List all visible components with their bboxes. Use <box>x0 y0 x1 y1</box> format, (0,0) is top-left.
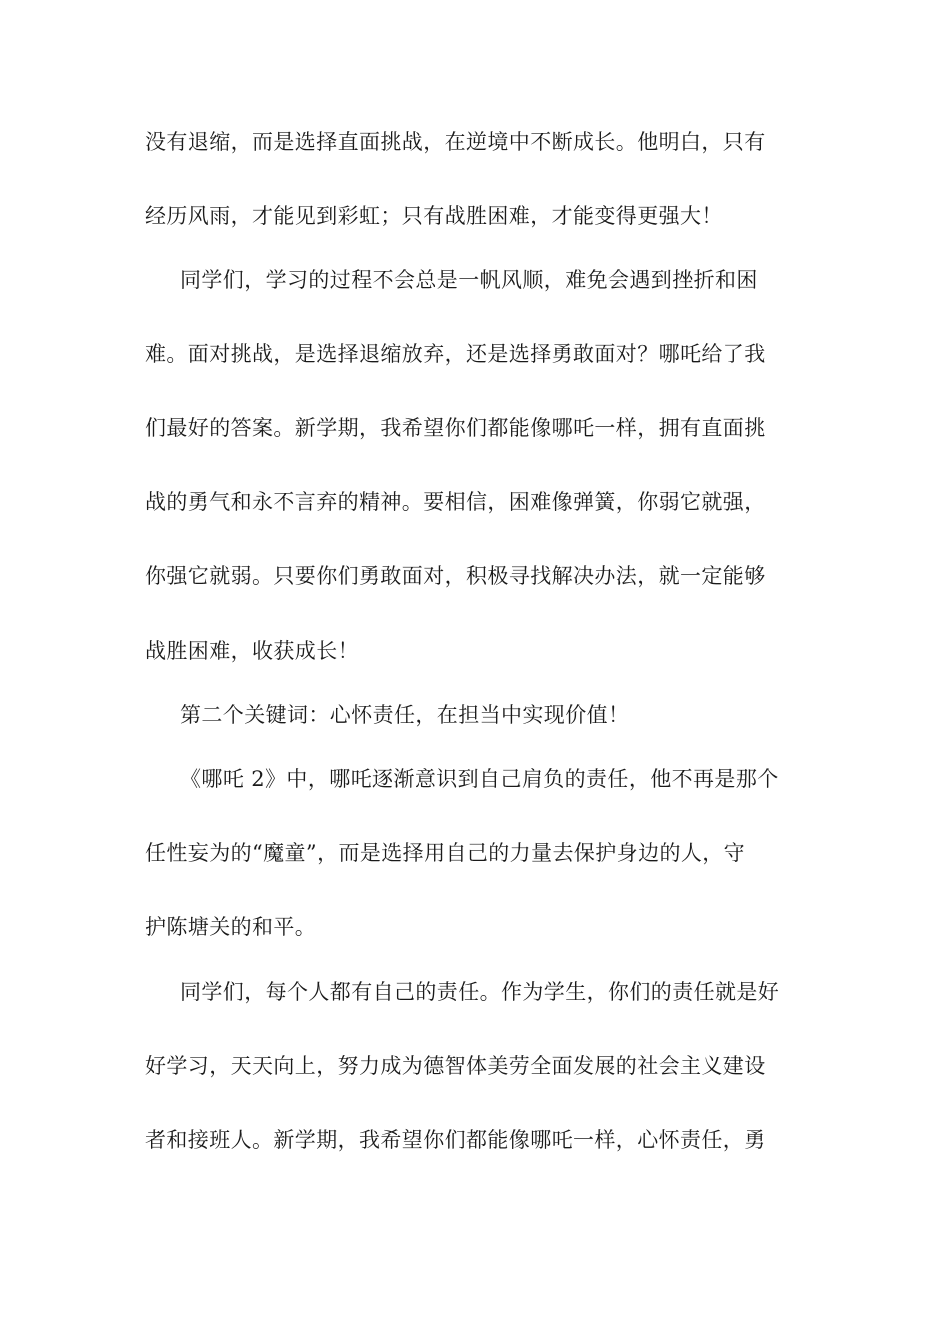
paragraph-line: 任性妄为的“魔童”，而是选择用自己的力量去保护身边的人，守 <box>145 841 746 865</box>
section-heading: 第二个关键词：心怀责任，在担当中实现价值！ <box>180 703 630 727</box>
paragraph-line: 你强它就弱。只要你们勇敢面对，积极寻找解决办法，就一定能够 <box>145 564 766 588</box>
paragraph-line: 战胜困难，收获成长！ <box>145 639 359 663</box>
paragraph-line: 《哪吒 2》中，哪吒逐渐意识到自己肩负的责任，他不再是那个 <box>180 767 779 791</box>
paragraph-line: 没有退缩，而是选择直面挑战，在逆境中不断成长。他明白，只有 <box>145 130 766 154</box>
paragraph-line: 同学们，学习的过程不会总是一帆风顺，难免会遇到挫折和困 <box>180 268 758 292</box>
paragraph-line: 护陈塘关的和平。 <box>145 915 317 939</box>
paragraph-line: 们最好的答案。新学期，我希望你们都能像哪吒一样，拥有直面挑 <box>145 416 766 440</box>
paragraph-line: 好学习，天天向上，努力成为德智体美劳全面发展的社会主义建设 <box>145 1054 766 1078</box>
paragraph-line: 难。面对挑战，是选择退缩放弃，还是选择勇敢面对？哪吒给了我 <box>145 342 766 366</box>
paragraph-line: 同学们，每个人都有自己的责任。作为学生，你们的责任就是好 <box>180 980 780 1004</box>
paragraph-line: 经历风雨，才能见到彩虹；只有战胜困难，才能变得更强大！ <box>145 204 723 228</box>
paragraph-line: 战的勇气和永不言弃的精神。要相信，困难像弹簧，你弱它就强， <box>145 490 766 514</box>
paragraph-line: 者和接班人。新学期，我希望你们都能像哪吒一样，心怀责任，勇 <box>145 1128 766 1152</box>
